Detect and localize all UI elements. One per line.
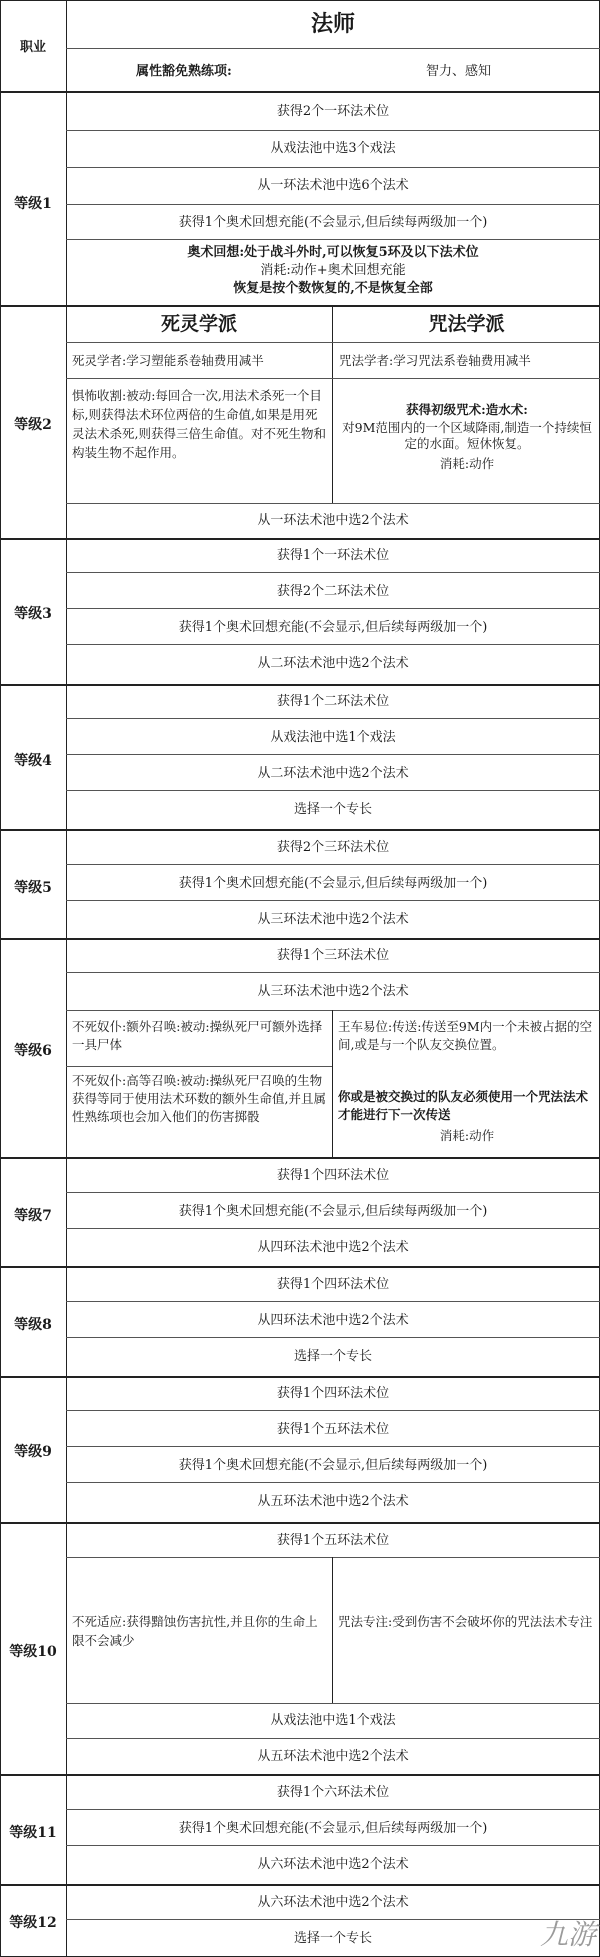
- feature-row: 从戏法池中选1个戏法: [270, 730, 396, 745]
- benign-transposition: 王车易位:传送:传送至9M内一个未被占据的空间,或是与一个队友交换位置。: [338, 1019, 593, 1052]
- level-label: 等级4: [14, 753, 52, 769]
- feature-row: 从戏法池中选1个戏法: [270, 1713, 396, 1728]
- feature-row: 获得1个一环法术位: [276, 548, 390, 563]
- feature-row: 获得1个六环法术位: [276, 1785, 390, 1800]
- save-proficiency-row: [66, 54, 600, 84]
- arcane-recovery-cost: 消耗:动作+奥术回想充能: [260, 263, 406, 278]
- feature-row: 选择一个专长: [293, 802, 372, 817]
- level-label: 等级10: [9, 1644, 57, 1660]
- feature-row: 获得1个五环法术位: [276, 1533, 390, 1548]
- minor-conjuration-desc: 对9M范围内的一个区域降雨,制造一个持续恒定的水面。短休恢复。: [342, 420, 592, 451]
- level-label: 等级5: [14, 880, 52, 896]
- level-label: 等级12: [9, 1915, 57, 1931]
- feature-row: 获得1个奥术回想充能(不会显示,但后续每两级加一个): [178, 1458, 488, 1473]
- save-proficiency-label: 属性豁免熟练项:: [136, 64, 232, 79]
- class-label: 职业: [19, 40, 46, 55]
- watermark-logo: 九游: [539, 1918, 596, 1951]
- feature-row: 从二环法术池中选2个法术: [257, 766, 409, 781]
- feature-row: 从戏法池中选3个戏法: [270, 141, 396, 156]
- feature-row: 获得1个四环法术位: [276, 1386, 390, 1401]
- transposition-note: 你或是被交换过的队友必须使用一个咒法法术才能进行下一次传送: [338, 1089, 589, 1122]
- necromancy-title: 死灵学派: [160, 313, 237, 335]
- feature-row: 从五环法术池中选2个法术: [257, 1494, 409, 1509]
- undead-thralls-greater: 不死奴仆:高等召唤:被动:操纵死尸召唤的生物获得等同于使用法术环数的额外生命值,并且属性熟练项也会加入他们的伤害掷骰: [72, 1073, 326, 1124]
- level-label: 等级8: [14, 1317, 52, 1333]
- feature-row: 从六环法术池中选2个法术: [257, 1895, 409, 1910]
- feature-row: 获得1个二环法术位: [276, 694, 390, 709]
- level-label: 等级1: [14, 196, 52, 212]
- save-proficiency-value: 智力、感知: [426, 64, 492, 79]
- school-divider: [332, 307, 333, 503]
- conjuration-scholar: 咒法学者:学习咒法系卷轴费用减半: [339, 353, 531, 368]
- feature-row: 从六环法术池中选2个法术: [257, 1857, 409, 1872]
- arcane-recovery-note: 恢复是按个数恢复的,不是恢复全部: [233, 281, 433, 296]
- feature-row: 获得2个一环法术位: [276, 104, 390, 119]
- page-title: 法师: [310, 11, 355, 37]
- school-divider: [332, 1557, 333, 1703]
- feature-row: 获得1个五环法术位: [276, 1422, 390, 1437]
- necromancy-scholar: 死灵学者:学习塑能系卷轴费用减半: [72, 353, 264, 368]
- minor-conjuration-cost: 消耗:动作: [439, 456, 495, 471]
- feature-row: 从五环法术池中选2个法术: [257, 1749, 409, 1764]
- feature-row: 获得1个四环法术位: [276, 1277, 390, 1292]
- transposition-cost: 消耗:动作: [439, 1128, 495, 1143]
- feature-row: 从三环法术池中选2个法术: [257, 984, 409, 999]
- grim-harvest: 惧怖收割:被动:每回合一次,用法术杀死一个目标,则获得法术环位两倍的生命值,如果是用死灵法术杀死,则获得三倍生命值。对不死生物和构装生物不起作用。: [72, 388, 326, 460]
- conjuration-focus: 咒法专注:受到伤害不会破坏你的咒法法术专注: [338, 1614, 593, 1629]
- school-divider: [332, 1010, 333, 1157]
- level-label: 等级7: [14, 1208, 52, 1224]
- level-label: 等级2: [14, 417, 52, 433]
- feature-row: 获得2个二环法术位: [276, 584, 390, 599]
- conjuration-title: 咒法学派: [428, 313, 505, 335]
- undead-adaptation: 不死适应:获得黯蚀伤害抗性,并且你的生命上限不会减少: [72, 1614, 318, 1648]
- level-label: 等级11: [9, 1825, 57, 1841]
- feature-row: 从一环法术池中选2个法术: [257, 513, 409, 528]
- feature-row: 获得1个四环法术位: [276, 1168, 390, 1183]
- feature-row: 选择一个专长: [293, 1349, 372, 1364]
- feature-row: 获得1个三环法术位: [276, 948, 390, 963]
- feature-row: 从四环法术池中选2个法术: [257, 1240, 409, 1255]
- arcane-recovery-desc: 奥术回想:处于战斗外时,可以恢复5环及以下法术位: [187, 245, 479, 260]
- feature-row: 选择一个专长: [293, 1931, 372, 1946]
- feature-row: 获得2个三环法术位: [276, 840, 390, 855]
- feature-row: 从四环法术池中选2个法术: [257, 1313, 409, 1328]
- level-label: 等级6: [14, 1043, 52, 1059]
- feature-row: 获得1个奥术回想充能(不会显示,但后续每两级加一个): [178, 1204, 488, 1219]
- feature-row: 获得1个奥术回想充能(不会显示,但后续每两级加一个): [178, 876, 488, 891]
- feature-row: 从三环法术池中选2个法术: [257, 912, 409, 927]
- level-label: 等级9: [14, 1444, 52, 1460]
- feature-row: 从二环法术池中选2个法术: [257, 656, 409, 671]
- feature-row: 获得1个奥术回想充能(不会显示,但后续每两级加一个): [178, 215, 488, 230]
- feature-row: 获得1个奥术回想充能(不会显示,但后续每两级加一个): [178, 620, 488, 635]
- level-label: 等级3: [14, 606, 52, 622]
- feature-row: 从一环法术池中选6个法术: [257, 178, 409, 193]
- feature-row: 获得1个奥术回想充能(不会显示,但后续每两级加一个): [178, 1821, 488, 1836]
- minor-conjuration-title: 获得初级咒术:造水术:: [406, 402, 528, 417]
- undead-thralls-extra: 不死奴仆:额外召唤:被动:操纵死尸可额外选择一具尸体: [72, 1019, 323, 1052]
